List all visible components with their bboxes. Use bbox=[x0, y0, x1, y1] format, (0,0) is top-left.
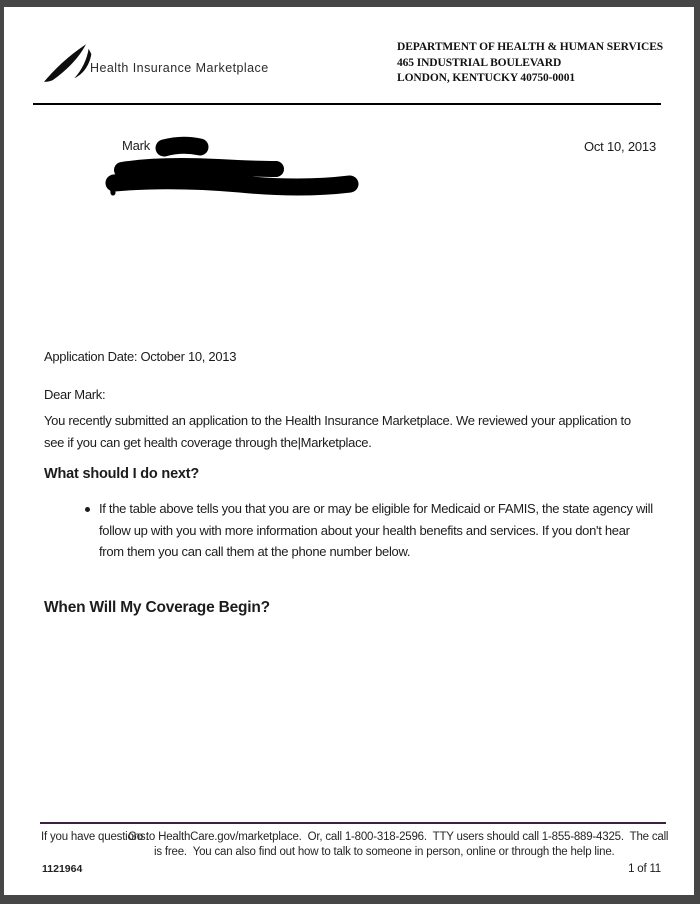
section-heading-coverage-begin: When Will My Coverage Begin? bbox=[44, 599, 270, 616]
swoosh-logo-icon bbox=[44, 40, 94, 91]
header-rule bbox=[33, 103, 661, 105]
redaction-tick bbox=[112, 179, 113, 193]
logo-wordmark: Health Insurance Marketplace bbox=[90, 61, 269, 75]
redaction-stroke-3 bbox=[114, 181, 350, 187]
redacted-text-fragment: 50-2 bbox=[292, 185, 311, 195]
footer-help-line2: is free. You can also find out how to talk to someone in person, online or through the help line. bbox=[154, 846, 615, 858]
redaction-marks bbox=[100, 133, 460, 216]
footer-questions-label: If you have questions: bbox=[41, 831, 149, 843]
bullet-dot-icon bbox=[85, 507, 90, 512]
footer-help-line1: Go to HealthCare.gov/marketplace. Or, call 1-800-318-2596. TTY users should call 1-855-889-4325. The call bbox=[128, 831, 669, 843]
document-number: 1121964 bbox=[42, 863, 83, 875]
redaction-stroke-2 bbox=[122, 166, 276, 170]
page-number: 1 of 11 bbox=[628, 863, 661, 875]
bullet-text: If the table above tells you that you are or may be eligible for Medicaid or FAMIS, the state agency will follow up with you with more information about your health benefits and services. If you don't hear from them you can call them at the phone number below. bbox=[99, 501, 653, 559]
section-heading-what-next: What should I do next? bbox=[44, 466, 200, 482]
recipient-name: Mark bbox=[122, 138, 151, 153]
letter-page[interactable] bbox=[4, 7, 694, 895]
application-date: Application Date: October 10, 2013 bbox=[44, 349, 237, 364]
marketplace-logo bbox=[44, 40, 304, 88]
letter-date: Oct 10, 2013 bbox=[583, 139, 656, 154]
footer-rule bbox=[40, 822, 666, 824]
redaction-stroke-1 bbox=[164, 145, 200, 148]
agency-address: DEPARTMENT OF HEALTH & HUMAN SERVICES 465 INDUSTRIAL BOULEVARD LONDON, KENTUCKY 40750-0001 bbox=[397, 41, 664, 85]
salutation: Dear Mark: bbox=[44, 387, 106, 402]
intro-paragraph[interactable]: You recently submitted an application to the Health Insurance Marketplace. We reviewed your application to see if you can get health coverage through the|Marketplace. bbox=[44, 413, 631, 450]
